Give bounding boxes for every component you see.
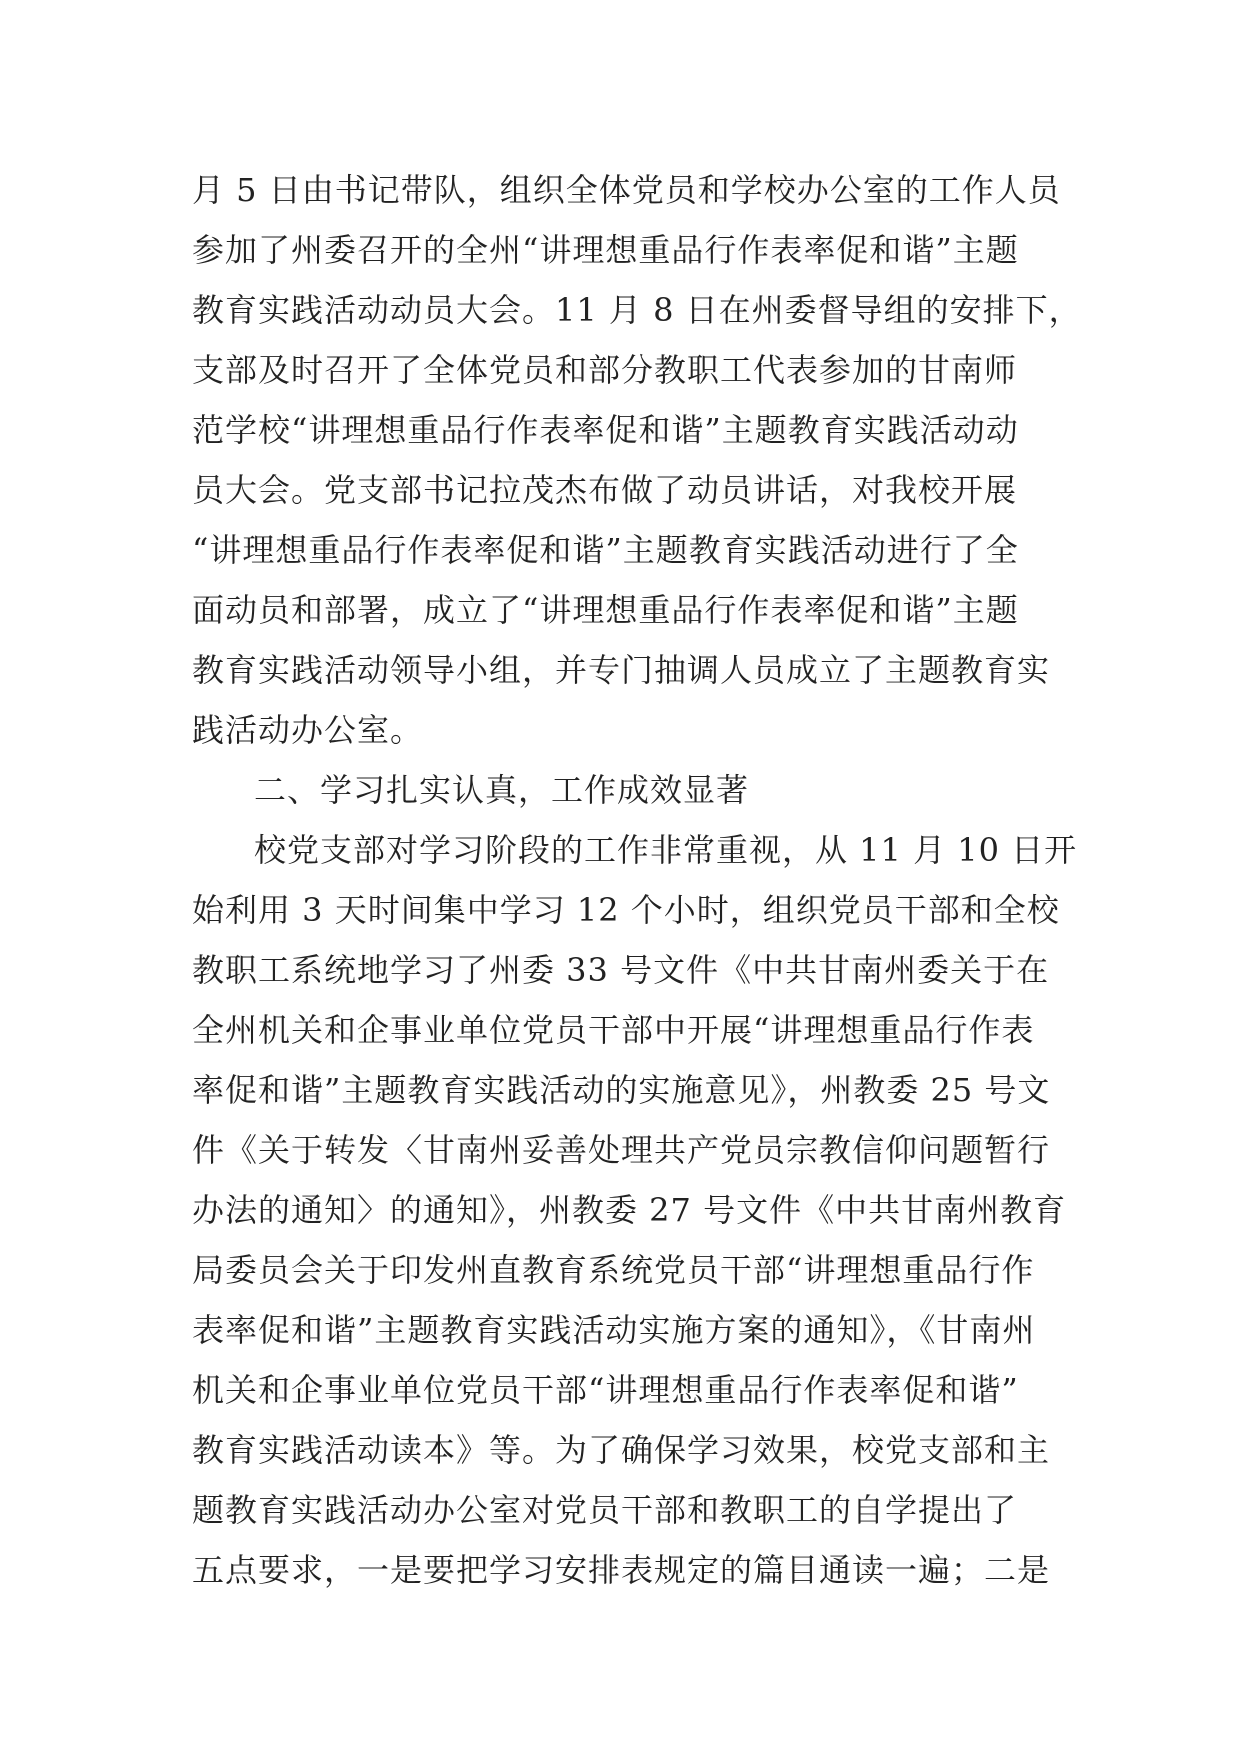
text-line: 员大会。党支部书记拉茂杰布做了动员讲话，对我校开展 bbox=[192, 471, 1018, 509]
text-line: 面动员和部署，成立了“讲理想重品行作表率促和谐”主题 bbox=[192, 591, 1019, 629]
text-line: 率促和谐”主题教育实践活动的实施意见》，州教委 25 号文 bbox=[192, 1071, 1051, 1109]
text-line: 五点要求，一是要把学习安排表规定的篇目通读一遍；二是 bbox=[192, 1551, 1051, 1589]
text-line: 题教育实践活动办公室对党员干部和教职工的自学提出了 bbox=[192, 1491, 1018, 1529]
text-line: 教育实践活动领导小组，并专门抽调人员成立了主题教育实 bbox=[192, 651, 1051, 689]
text-line: 践活动办公室。 bbox=[192, 711, 424, 749]
text-line: 机关和企事业单位党员干部“讲理想重品行作表率促和谐” bbox=[192, 1371, 1019, 1409]
text-line: 件《关于转发〈甘南州妥善处理共产党员宗教信仰问题暂行 bbox=[192, 1131, 1051, 1169]
text-line: 教育实践活动动员大会。11 月 8 日在州委督导组的安排下， bbox=[192, 291, 1082, 329]
text-line: 教职工系统地学习了州委 33 号文件《中共甘南州委关于在 bbox=[192, 951, 1050, 989]
section-heading: 二、学习扎实认真，工作成效显著 bbox=[254, 771, 750, 809]
text-line: 局委员会关于印发州直教育系统党员干部“讲理想重品行作 bbox=[192, 1251, 1035, 1289]
paragraph-first-line: 校党支部对学习阶段的工作非常重视，从 11 月 10 日开 bbox=[254, 831, 1078, 869]
text-line: 教育实践活动读本》等。为了确保学习效果，校党支部和主 bbox=[192, 1431, 1051, 1469]
text-line: 范学校“讲理想重品行作表率促和谐”主题教育实践活动动 bbox=[192, 411, 1019, 449]
text-line: 始利用 3 天时间集中学习 12 个小时，组织党员干部和全校 bbox=[192, 891, 1060, 929]
text-line: 支部及时召开了全体党员和部分教职工代表参加的甘南师 bbox=[192, 351, 1018, 389]
text-line: 参加了州委召开的全州“讲理想重品行作表率促和谐”主题 bbox=[192, 231, 1019, 269]
text-line: “讲理想重品行作表率促和谐”主题教育实践活动进行了全 bbox=[192, 531, 1019, 569]
text-line: 办法的通知〉的通知》，州教委 27 号文件《中共甘南州教育 bbox=[192, 1191, 1067, 1229]
text-line: 月 5 日由书记带队，组织全体党员和学校办公室的工作人员 bbox=[192, 171, 1061, 209]
text-line: 表率促和谐”主题教育实践活动实施方案的通知》，《甘南州 bbox=[192, 1311, 1036, 1349]
body-text bbox=[192, 160, 1082, 1600]
text-line: 全州机关和企事业单位党员干部中开展“讲理想重品行作表 bbox=[192, 1011, 1035, 1049]
